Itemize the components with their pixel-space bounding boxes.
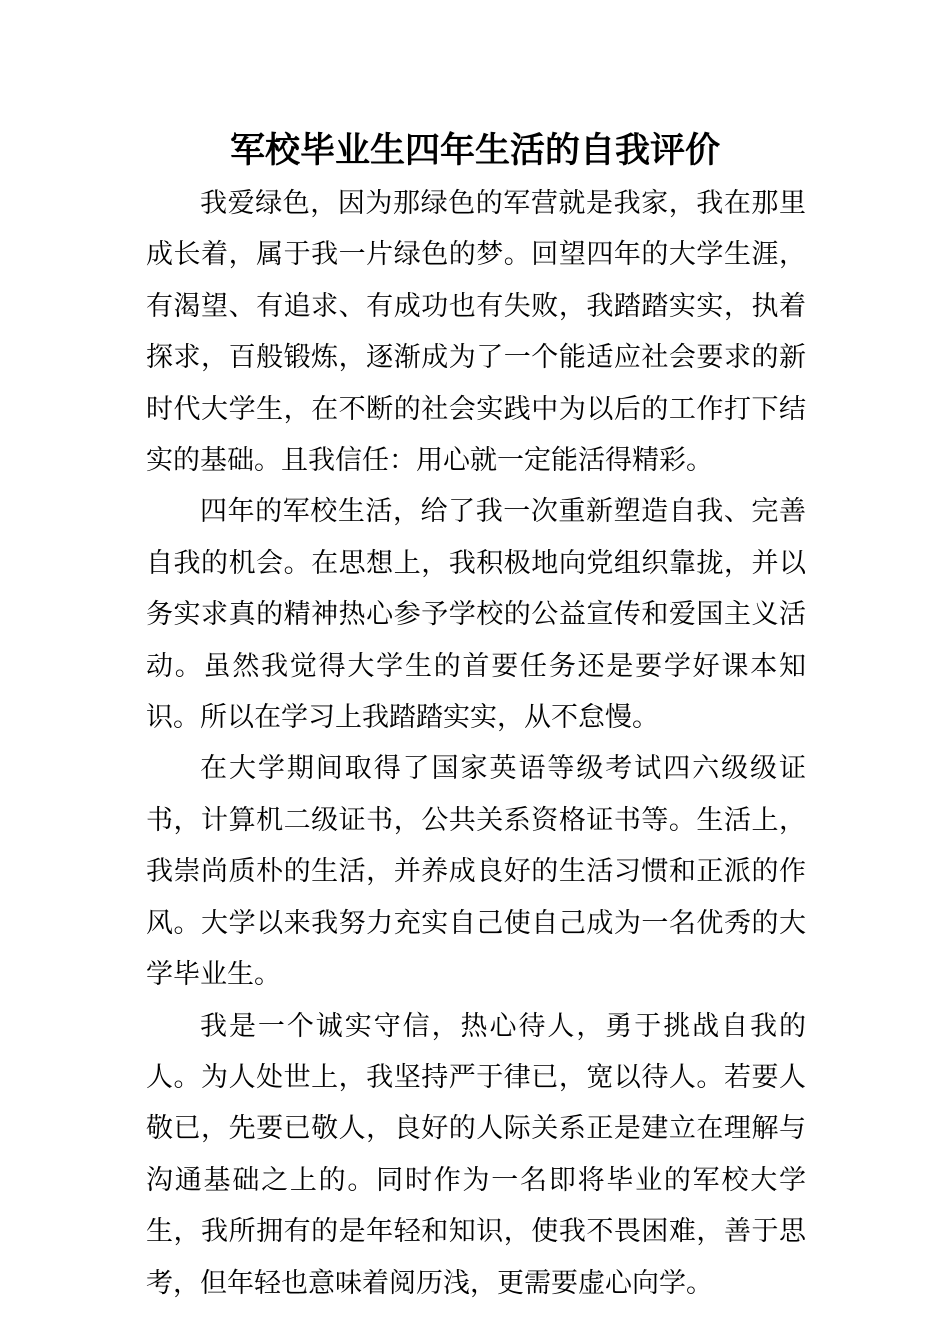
- document-body: [146, 178, 806, 1309]
- paragraph-2: 四年的军校生活，给了我一次重新塑造自我、完善自我的机会。在思想上，我积极地向党组织靠拢，并以务实求真的精神热心参予学校的公益宣传和爱国主义活动。虽然我觉得大学生的首要任务还是要学好课本知识。所以在学习上我踏踏实实，从不怠慢。: [146, 496, 806, 734]
- paragraph-1: 我爱绿色，因为那绿色的军营就是我家，我在那里成长着，属于我一片绿色的梦。回望四年的大学生涯，有渴望、有追求、有成功也有失败，我踏踏实实，执着探求，百般锻炼，逐渐成为了一个能适应社会要求的新时代大学生，在不断的社会实践中为以后的工作打下结实的基础。且我信任：用心就一定能活得精彩。: [146, 188, 806, 477]
- paragraph-4: 我是一个诚实守信，热心待人，勇于挑战自我的人。为人处世上，我坚持严于律已，宽以待人。若要人敬已，先要已敬人，良好的人际关系正是建立在理解与沟通基础之上的。同时作为一名即将毕业的军校大学生，我所拥有的是年轻和知识，使我不畏困难，善于思考，但年轻也意味着阅历浅，更需要虚心向学。: [146, 1010, 806, 1299]
- paragraph-3: 在大学期间取得了国家英语等级考试四六级级证书，计算机二级证书，公共关系资格证书等。生活上，我崇尚质朴的生活，并养成良好的生活习惯和正派的作风。大学以来我努力充实自己使自己成为一名优秀的大学毕业生。: [146, 753, 806, 991]
- document-title: 军校毕业生四年生活的自我评价: [229, 131, 720, 171]
